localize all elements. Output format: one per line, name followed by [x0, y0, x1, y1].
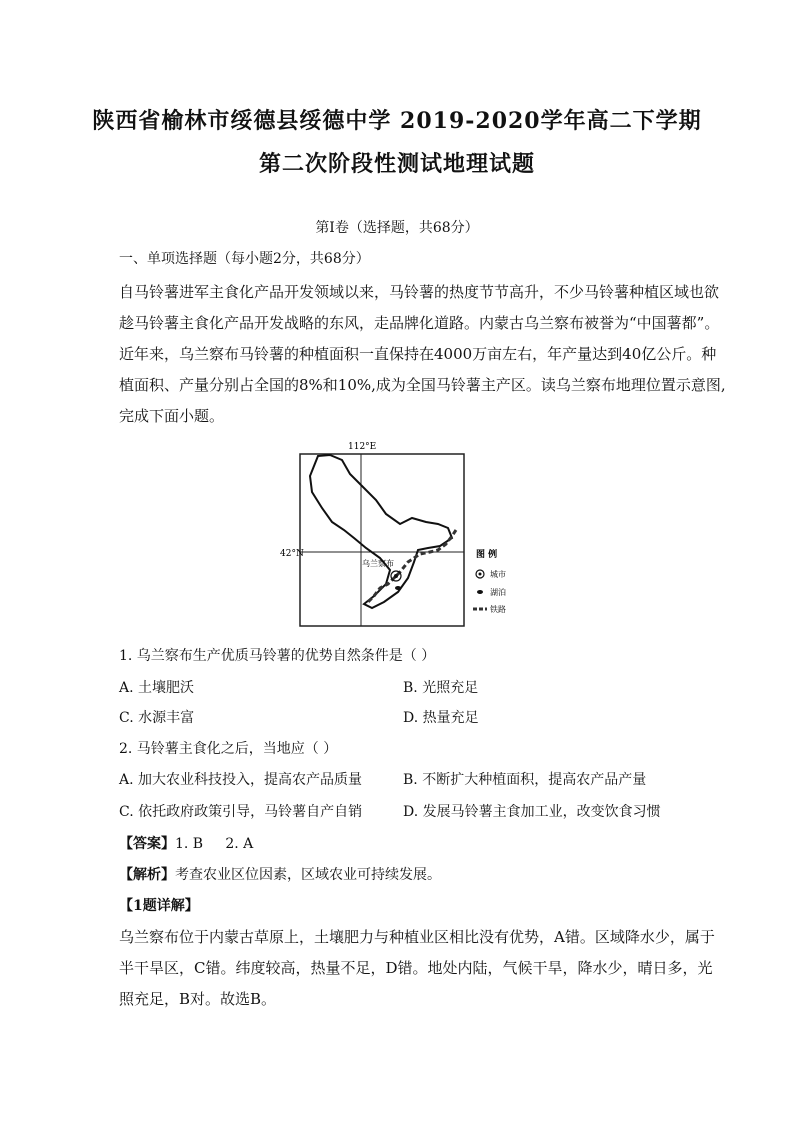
detail-line-3: 照充足，B对。故选B。 — [119, 990, 277, 1008]
question-2-option-b: B. 不断扩大种植面积，提高农产品产量 — [403, 772, 647, 788]
legend-title: 图 例 — [476, 550, 498, 560]
legend-city-icon-dot — [479, 573, 482, 576]
detail-line-1: 乌兰察布位于内蒙古草原上，土壤肥力与种植业区相比没有优势，A错。区域降水少，属于 — [119, 928, 715, 946]
analysis-text: 考查农业区位因素，区域农业可持续发展。 — [175, 867, 441, 883]
intro-line-3: 近年来，乌兰察布马铃薯的种植面积一直保持在4000万亩左右，年产量达到40亿公斤。种 — [119, 345, 717, 363]
lake-icon — [395, 586, 401, 590]
legend-lake-label: 湖泊 — [490, 588, 506, 597]
document-title-line-1: 陕西省榆林市绥德县绥德中学 2019-2020学年高二下学期 — [92, 108, 702, 134]
map-frame — [300, 454, 464, 626]
document-title-line-2: 第二次阶段性测试地理试题 — [258, 151, 535, 177]
question-1-option-c: C. 水源丰富 — [119, 710, 195, 726]
detail-line-2: 半干旱区，C错。纬度较高，热量不足，D错。地处内陆，气候干旱，降水少，晴日多，光 — [119, 959, 713, 977]
question-2-option-d: D. 发展马铃薯主食加工业，改变饮食习惯 — [403, 804, 661, 820]
latitude-label: 42°N — [280, 549, 304, 559]
question-1-stem: 1. 乌兰察布生产优质马铃薯的优势自然条件是（ ） — [119, 648, 436, 664]
analysis-label: 【解析】 — [119, 867, 175, 883]
analysis-line — [119, 864, 441, 884]
ulanqab-location-map — [280, 438, 520, 630]
intro-line-1: 自马铃薯进军主食化产品开发领域以来，马铃薯的热度节节高升，不少马铃薯种植区域也欲 — [119, 283, 720, 301]
question-2-option-c: C. 依托政府政策引导，马铃薯自产自销 — [119, 804, 363, 820]
intro-line-5: 完成下面小题。 — [119, 407, 225, 425]
answer-line — [119, 833, 253, 853]
section-header: 第Ⅰ卷（选择题，共68分） — [315, 220, 479, 236]
part-one-heading: 一、单项选择题（每小题2分，共68分） — [119, 251, 370, 267]
longitude-label: 112°E — [348, 442, 377, 452]
intro-line-2: 趁马铃薯主食化产品开发战略的东风，走品牌化道路。内蒙古乌兰察布被誉为“中国薯都”。 — [119, 314, 720, 332]
region-boundary — [310, 455, 452, 608]
intro-line-4: 植面积、产量分别占全国的8%和10%,成为全国马铃薯主产区。读乌兰察布地理位置示意图, — [119, 376, 726, 394]
city-label: 乌兰察布 — [362, 559, 394, 568]
question-1-option-d: D. 热量充足 — [403, 710, 479, 726]
question-1-option-b: B. 光照充足 — [403, 680, 479, 696]
legend-city-label: 城市 — [490, 570, 506, 579]
question-2-option-a: A. 加大农业科技投入，提高农产品质量 — [119, 772, 363, 788]
detail-heading: 【1题详解】 — [119, 898, 199, 914]
legend-railway-label: 铁路 — [490, 605, 506, 614]
question-2-stem: 2. 马铃薯主食化之后，当地应（ ） — [119, 741, 338, 757]
question-1-option-a: A. 土壤肥沃 — [119, 680, 195, 696]
answer-label: 【答案】 — [119, 836, 175, 852]
legend-lake-icon — [477, 590, 483, 594]
city-icon-dot — [394, 574, 398, 578]
answer-text: 1. B 2. A — [175, 836, 254, 852]
